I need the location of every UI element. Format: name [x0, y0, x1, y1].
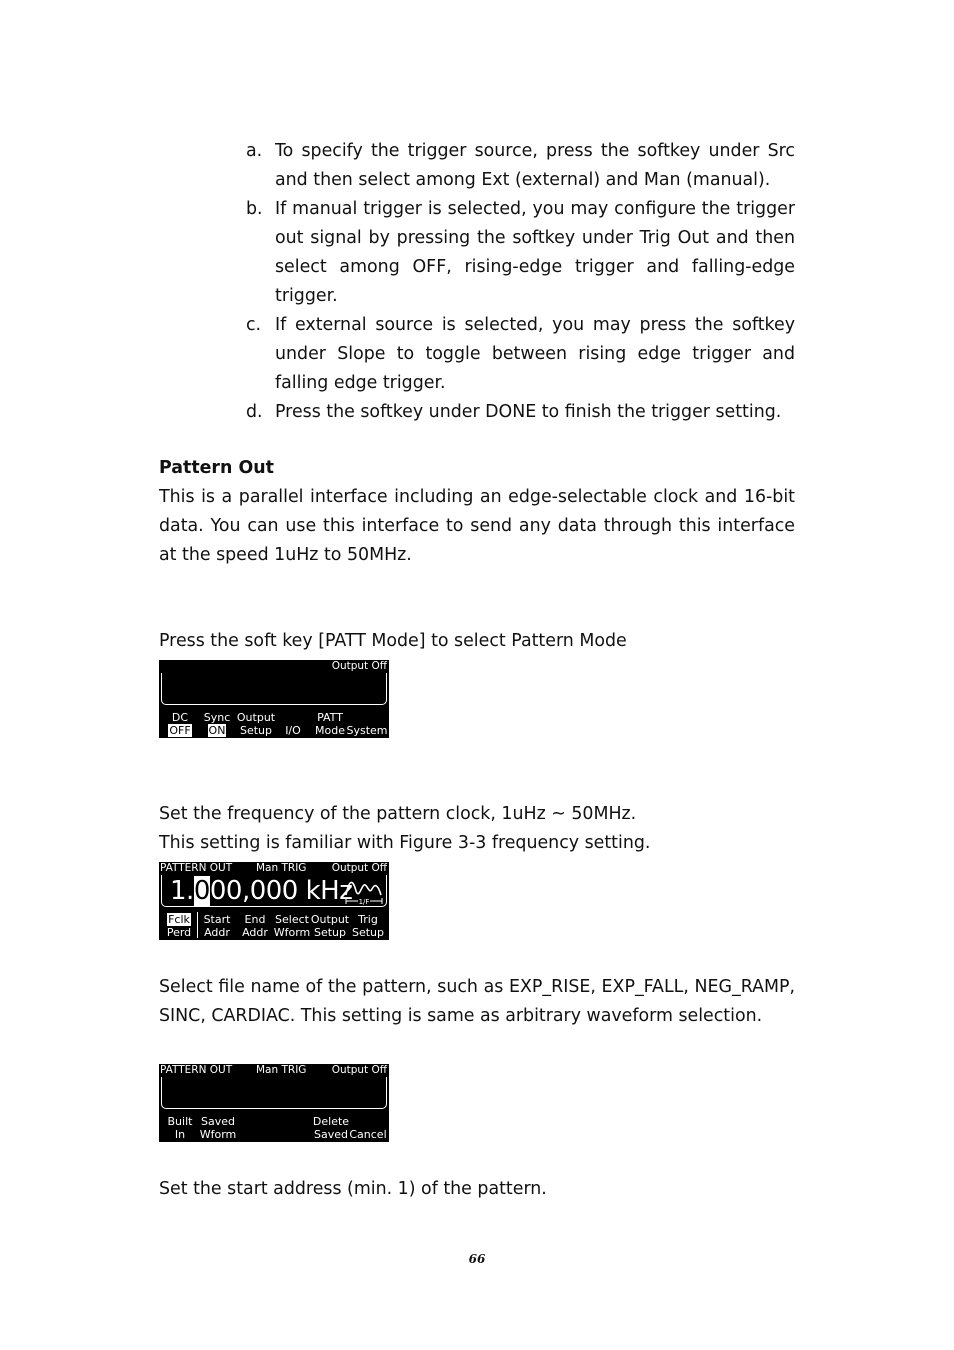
softkey-label: System [346, 724, 388, 737]
softkey-label: In [174, 1128, 186, 1141]
softkey-label: DC [171, 711, 189, 724]
softkey-label: Perd [166, 926, 192, 939]
list-text: If manual trigger is selected, you may configure the trigger out signal by pressing the softkey under Trig Out and then select among OFF, rising-edge trigger and falling-edge trigger. [275, 199, 795, 306]
paragraph-start-address: Set the start address (min. 1) of the pattern. [159, 1179, 547, 1199]
paragraph-freq-range: Set the frequency of the pattern clock, 1uHz ~ 50MHz. [159, 804, 637, 824]
edit-cursor: 0 [193, 876, 210, 906]
softkey-label: Select [275, 913, 309, 926]
status-trigger: Man TRIG [256, 1064, 307, 1076]
status-mode: PATTERN OUT [160, 1064, 233, 1076]
period-label: 1/F [358, 898, 370, 905]
softkey-io[interactable] [280, 711, 306, 737]
softkey-dc[interactable] [167, 711, 193, 737]
softkey-built-in[interactable] [165, 1115, 195, 1141]
softkey-delete-saved[interactable] [311, 1115, 351, 1141]
list-text: Press the softkey under DONE to finish the trigger setting. [275, 402, 782, 422]
softkey-label: Output [236, 711, 276, 724]
list-marker: a. [246, 141, 263, 161]
softkey-select-wform[interactable] [273, 913, 311, 939]
softkey-label [346, 711, 388, 724]
softkey-label: Saved [314, 1128, 348, 1141]
list-text: To specify the trigger source, press the softkey under Src and then select among Ext (external) and Man (manual). [275, 141, 795, 190]
softkey-label: Sync [203, 711, 231, 724]
lcd-display-area [161, 1077, 387, 1109]
softkey-state: ON [208, 724, 226, 737]
softkey-label: Delete [312, 1115, 350, 1128]
status-mode: PATTERN OUT [160, 862, 233, 874]
list-text: If external source is selected, you may press the softkey under Slope to toggle between rising edge trigger and falling edge trigger. [275, 315, 795, 393]
lcd-status-bar [159, 1064, 389, 1077]
softkey-output-setup[interactable] [236, 711, 276, 737]
softkey-label: Setup [351, 926, 385, 939]
lcd-display-area [161, 673, 387, 705]
paragraph-patt-mode: Press the soft key [PATT Mode] to select Pattern Mode [159, 631, 627, 651]
paragraph-file-select: Select file name of the pattern, such as EXP_RISE, EXP_FALL, NEG_RAMP, SINC, CARDIAC. This setting is same as arbitrary waveform selection. [159, 977, 795, 1026]
softkey-system[interactable] [346, 711, 388, 737]
section-intro: This is a parallel interface including an edge-selectable clock and 16-bit data. You can use this interface to send any data through this interface at the speed 1uHz to 50MHz. [159, 487, 795, 565]
lcd-display-area [161, 875, 387, 907]
list-marker: d. [246, 402, 263, 422]
lcd-status-bar [159, 862, 389, 875]
list-marker: b. [246, 199, 263, 219]
status-output: Output Off [331, 660, 387, 672]
list-item [246, 398, 795, 427]
softkey-label: Trig [358, 913, 378, 926]
softkey-row [159, 707, 389, 738]
status-output: Output Off [331, 862, 387, 874]
lcd-screen-pattern-file [159, 1064, 389, 1142]
softkey-sync[interactable] [202, 711, 232, 737]
section-heading: Pattern Out [159, 458, 274, 478]
lcd-screen-patt-mode [159, 660, 389, 738]
softkey-label: PATT [317, 711, 343, 724]
softkey-cancel[interactable] [349, 1115, 387, 1141]
softkey-label [349, 1115, 387, 1128]
softkey-fclk-perd[interactable] [165, 913, 193, 939]
softkey-label: Addr [204, 926, 230, 939]
list-marker: c. [246, 315, 262, 335]
softkey-label: Fclk [168, 913, 190, 926]
lcd-screen-pattern-freq [159, 862, 389, 940]
softkey-patt-mode[interactable] [314, 711, 346, 737]
softkey-state: OFF [169, 724, 191, 737]
trigger-steps-list [246, 137, 795, 427]
softkey-label: Start [203, 913, 231, 926]
lcd-status-bar [159, 660, 389, 673]
softkey-row [159, 909, 389, 940]
softkey-saved-wform[interactable] [199, 1115, 237, 1141]
softkey-label: Output [310, 913, 350, 926]
softkey-label: Cancel [349, 1128, 387, 1141]
softkey-row [159, 1111, 389, 1142]
softkey-label: Built [167, 1115, 193, 1128]
softkey-end-addr[interactable] [239, 913, 271, 939]
paragraph-freq-ref: This setting is familiar with Figure 3-3 frequency setting. [159, 833, 651, 853]
status-output: Output Off [331, 1064, 387, 1076]
frequency-readout: 1.000,000 kHz [170, 876, 353, 906]
softkey-label: Setup [313, 926, 347, 939]
softkey-output-setup[interactable] [310, 913, 350, 939]
softkey-label: Mode [315, 724, 345, 737]
list-item [246, 311, 795, 398]
softkey-start-addr[interactable] [199, 913, 235, 939]
softkey-label: Wform [199, 1128, 237, 1141]
softkey-label: I/O [285, 724, 301, 737]
page-number: 66 [468, 1252, 486, 1266]
list-item [246, 137, 795, 195]
softkey-label: Setup [239, 724, 273, 737]
waveform-icon [344, 877, 384, 905]
softkey-divider [197, 912, 198, 938]
list-item [246, 195, 795, 311]
softkey-label: Addr [242, 926, 268, 939]
softkey-label: Wform [273, 926, 311, 939]
softkey-label [280, 711, 306, 724]
status-trigger: Man TRIG [256, 862, 307, 874]
softkey-label: End [244, 913, 266, 926]
softkey-trig-setup[interactable] [349, 913, 387, 939]
softkey-label: Saved [201, 1115, 235, 1128]
